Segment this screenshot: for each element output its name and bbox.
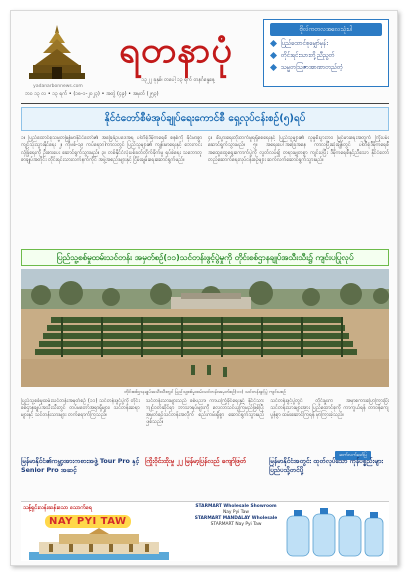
contents-item [270,63,382,72]
nameplate: ရတနာပုံ [119,29,233,71]
ad-info-line: STARMART MANDALAY Wholesale [194,516,278,521]
parade-photo [21,269,389,387]
building-icon [29,528,169,560]
article-column: ၁။ ပြည်ထောင်စုသမ္မတမြန်မာနိုင်ငံတော်၏ အခြေခံဥပဒေအရ ပါတီစုံဒီမိုကရေစီ စနစ်ကို ခိုင်မာစွာ ကျင့်သုံးသွားနိုင်ရေး ၂။ ကိုဗစ်-၁၉ ကပ်ရောဂါကာလတွင် ပြည်သူများ၏ ကျန်းမာရေးနှင့် ဘေးကင်းလုံခြုံရေးကို ဦးစားပေး ဆောင်ရွက်သွားမည်။ ၃။ တစ်နိုင်ငံလုံးပစ်ခတ်တိုက်ခိုက်မှု ရပ်စဲရေး သဘောတူစာချုပ်အတိုင်း တိုင်းရင်းသားလက်နက်ကိုင် အဖွဲ့အစည်းများနှင့် ငြိမ်းချမ်းရေးဆောင်ရွက်မည်။ [21,135,202,164]
contents-title: ဗိုလ်ကတလအလေသုံးပါ [270,23,382,36]
story-headline[interactable]: မြန်မာနိုင်ငံ၏ကမ္ဘာ့အားကစားအဖွဲ့ Tour Pro နှင့် Senior Pro အဆင့် [21,457,140,474]
masthead [11,11,398,103]
contents-item-label: ပြည်ထောင်စုမျှော်မှန်း [281,40,328,47]
water-bottles-icon [283,506,387,560]
article-column: သင်တန်းဖွင့်ပွဲတွင် တိုင်းမှူးက အမှာစကားပြောကြားပြီး သင်တန်းသားများအား ပြည်ထောင်စုကို ကာကွယ်ရန် တာဝန်ကျေပွန်စွာ ထမ်းဆောင်ကြရန် မှာကြားခဲ့သည်။ [270,398,390,418]
contents-item [270,39,382,48]
lead-headline: နိုင်ငံတော်စီမံအုပ်ချုပ်ရေးကောင်စီ ရှေ့လုပ်ငန်းစဉ်(၅)ရပ် [21,107,389,131]
bottom-stories [21,457,389,499]
newspaper-page [10,10,398,566]
diamond-bullet-icon [270,52,277,59]
pagoda-logo-icon [25,21,89,85]
ad-info-line: STARMART Wholesale Showroom [195,504,277,509]
lead-article [21,135,389,245]
diamond-bullet-icon [270,64,277,71]
article-column: သင်တန်းသားများသည် စစ်ပညာ၊ ကာယကြံ့ခိုင်ရေးနှင့် နိုင်ငံသားကျင့်ဝတ်ဆိုင်ရာ ဘာသာရပ်များကို လေ့လာသင်ယူကြမည်ဖြစ်ပြီး အမှတ်စဉ်သင်တန်းအလိုက် စည်းကမ်းရှိစွာ ဆောင်ရွက်သွားမည်ဖြစ်သည်။ [145,398,265,425]
story-headline[interactable]: မြန်မာနိုင်ငံအတွင်း ထုတ်လုပ်သော ကုန်ပစ္စည်းများ ပြည်ပသို့တင်ပို့ [269,457,383,474]
site-url[interactable]: yadanarbonnews.com [33,84,83,89]
continued-tag[interactable]: ဆက်လက်ဖော်ပြ [335,451,371,460]
story-headline[interactable]: ကြိုးဝိုင်းထိုးမှု ၂၂ မြန်မာ့ပြန်လည် ကျော်ဖြတ် [145,457,246,465]
ad-info-line: STARMART Nay Pyi Taw [210,522,262,527]
contents-item-label: သမ္မတသြဇာအာဏာတည်တံ့ [281,64,343,71]
ad-brand: NAY PYI TAW [45,515,131,528]
issue-date-line: ၁၃၂၂ ခုနှစ်၊ တပေါ့ ၁၃ ရက် တနင်္ဂနွေနေ့ [141,77,215,83]
article-column: ၄။ စီးပွားရေးတိုးတက်မှုရရှိစေရေးနှင့် ပြည်သူများ၏ လူမှုစီးပွားဘဝ မြင့်မားရေးအတွက် ကြိုးပမ်းဆောင်ရွက်သွားမည်။ ၅။ အရေးပေါ်အခြေအနေ ကာလပြီးဆုံးချိန်တွင် ပါတီစုံဒီမိုကရေစီ အထွေထွေရွေးကောက်ပွဲကို လွတ်လပ်၍ တရားမျှတစွာ ကျင်းပပြီး ဒီမိုကရေစီနှင့်ညီသော နိုင်ငံတော်တည်ဆောက်ရေးလုပ်ငန်းစဉ်များ ဆက်လက်ဆောင်ရွက်သွားမည်။ [208,135,389,164]
diamond-bullet-icon [270,40,277,47]
feature-article [21,398,389,450]
issue-number-line: ဘဝ ၁၃ လ • ၁၃ ရက် • (၁၈-၁-၂၀၂၃) • အတွဲ (၄၉) • အမှတ် (၂၅၃) [25,91,159,97]
contents-item-label: တိုင်းရင်းသားတို့ညီညွတ် [281,52,335,59]
photo-caption: တိုင်းစစ်ဌာနချုပ်အသီးသီးတွင် ပြည်သူ့စစ်မှုထမ်းသင်တန်းအမှတ်စဉ်(၁၁) သင်တန်းဖွင့်ပွဲ ကျင်းပစဉ် [124,390,286,395]
ad-info [191,504,281,528]
ad-info-line: Nay Pyi Taw [222,510,250,515]
advertisement [21,501,389,561]
contents-item [270,51,382,60]
ad-tagline: သန့်ရှင်းလန်းဆန်းသော သောက်ရေ [23,505,92,511]
article-column: ပြည်သူ့စစ်မှုထမ်းသင်တန်းအမှတ်စဉ် (၁၁) သင်တန်းဖွင့်ပွဲကို တိုင်းစစ်ဌာနချုပ်အသီးသီးတွင် တပ်မတော်အရာရှိများ၊ သင်တန်းဆရာများနှင့် သင်တန်းသားများ တက်ရောက်ကြသည်။ [21,398,140,418]
feature-headline: ပြည်သူ့စစ်မှုထမ်းသင်တန်း အမှတ်စဉ်(၁၁)သင်တန်းဖွင့်ပွဲမှုကို တိုင်းစစ်ဌာနချုပ်အသီးသီး၌ ကျင်းပပြုလုပ် [21,249,389,266]
masthead-divider [21,103,389,104]
contents-box [263,19,389,87]
